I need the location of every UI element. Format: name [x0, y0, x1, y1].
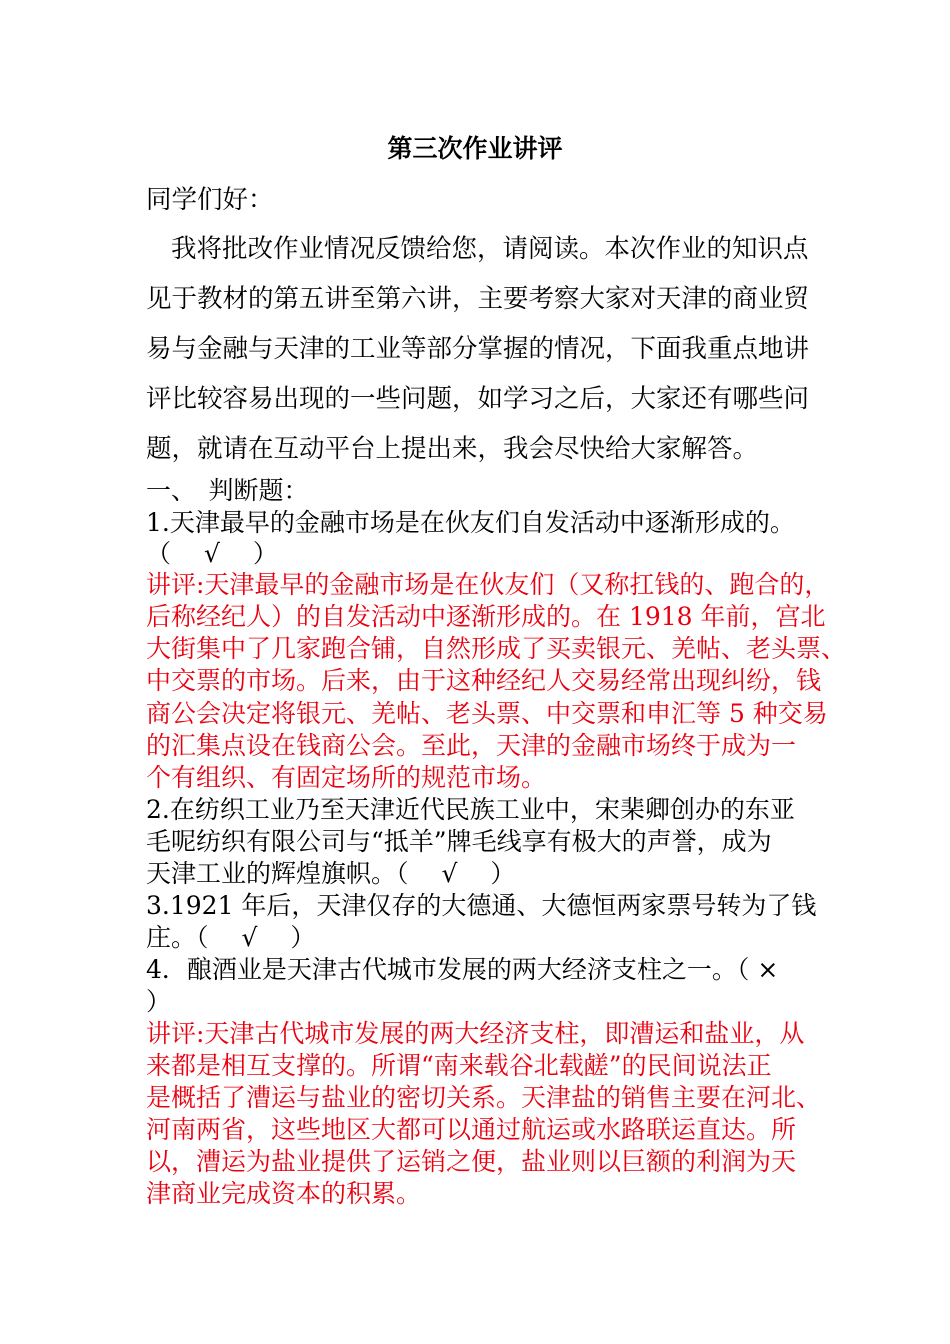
- question-line: 天津工业的辉煌旗帜。（ √ ）: [146, 859, 516, 888]
- greeting: 同学们好：: [146, 185, 274, 215]
- question-line: 庄。（ √ ）: [146, 923, 316, 952]
- comment-line: 商公会决定将银元、羌帖、老头票、中交票和申汇等 5 种交易: [146, 699, 828, 728]
- intro-line: 我将批改作业情况反馈给您，请阅读。本次作业的知识点: [171, 234, 809, 264]
- comment-line: 津商业完成资本的积累。: [146, 1179, 422, 1208]
- comment-line: 个有组织、有固定场所的规范市场。: [146, 763, 547, 792]
- comment-line: 是概括了漕运与盐业的密切关系。天津盐的销售主要在河北、: [146, 1083, 822, 1112]
- comment-line: 的汇集点设在钱商公会。至此，天津的金融市场终于成为一: [146, 731, 797, 760]
- comment-line: 河南两省，这些地区大都可以通过航运或水路联运直达。所: [146, 1115, 797, 1144]
- question-line: 4．酿酒业是天津古代城市发展的两大经济支柱之一。（ ×: [146, 955, 779, 984]
- page-title: 第三次作业讲评: [387, 134, 563, 163]
- comment-line: 讲评:天津最早的金融市场是在伙友们（又称扛钱的、跑合的，: [146, 570, 830, 599]
- comment-line: 后称经纪人）的自发活动中逐渐形成的。在 1918 年前，宫北: [146, 602, 826, 631]
- section-heading: 一、 判断题：: [146, 476, 309, 505]
- comment-line: 大街集中了几家跑合铺，自然形成了买卖银元、羌帖、老头票、: [146, 634, 847, 663]
- comment-line: 中交票的市场。后来，由于这种经纪人交易经常出现纠纷，钱: [146, 666, 822, 695]
- intro-line: 评比较容易出现的一些问题，如学习之后，大家还有哪些问: [146, 384, 810, 414]
- question-line: 3.1921 年后，天津仅存的大德通、大德恒两家票号转为了钱: [146, 891, 817, 920]
- question-line: 毛呢纺织有限公司与“抵羊”牌毛线享有极大的声誉，成为: [146, 827, 772, 856]
- comment-line: 来都是相互支撑的。所谓“南来载谷北载鹾”的民间说法正: [146, 1051, 772, 1080]
- question-line: ）: [146, 987, 172, 1016]
- intro-line: 题，就请在互动平台上提出来，我会尽快给大家解答。: [146, 434, 759, 464]
- comment-line: 讲评:天津古代城市发展的两大经济支柱，即漕运和盐业，从: [146, 1019, 805, 1048]
- intro-line: 易与金融与天津的工业等部分掌握的情况，下面我重点地讲: [146, 334, 810, 364]
- intro-line: 见于教材的第五讲至第六讲，主要考察大家对天津的商业贸: [146, 284, 810, 314]
- comment-line: 以，漕运为盐业提供了运销之便，盐业则以巨额的利润为天: [146, 1147, 797, 1176]
- question-line: 1.天津最早的金融市场是在伙友们自发活动中逐渐形成的。: [146, 508, 795, 537]
- question-line: 2.在纺织工业乃至天津近代民族工业中，宋棐卿创办的东亚: [146, 795, 795, 824]
- question-answer: （ √ ）: [146, 539, 278, 568]
